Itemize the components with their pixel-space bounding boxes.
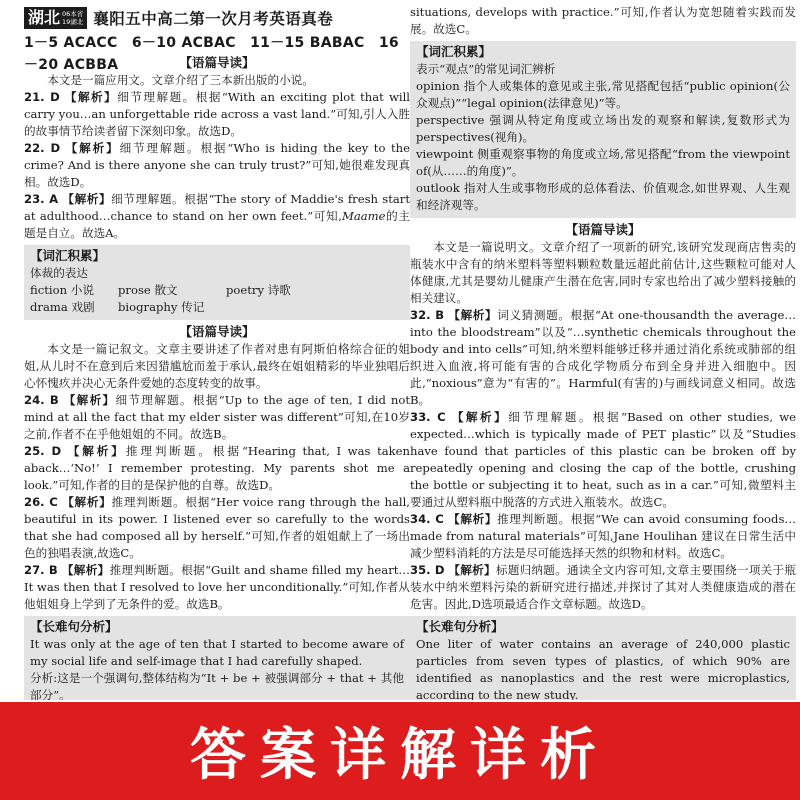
- question-number: 23. A: [24, 192, 59, 206]
- question-explanation: 细节理解题。根据“Who is hiding the key to the crime? And is there anyone she can truly trust?”可知,她很难发现真相。故选D。: [24, 141, 410, 189]
- question-number: 21. D: [24, 90, 60, 104]
- analysis-label: 【解析】: [448, 512, 498, 526]
- question-explanation: 词义猜测题。根据“At one-thousandth the average…into the bloodstream”以及“…synthetic chemicals throughout the body and into cells”可知,纳米塑料能够迁移并通过消化系统或肺部的组织进入血液,将可能有害的合成化学物质分布到全身并进入细胞中。因此,“noxious”意为“有害的”。Harmful(有害的)与画线词意义相同。故选B。: [410, 308, 796, 407]
- paper-title: 襄阳五中高二第一次月考英语真卷: [93, 10, 334, 28]
- question-explanation: 推理判断题。根据“Guilt and shame filled my heart…It was then that I resolved to love her unconditionally.”可知,作者从他姐姐身上学到了无条件的爱。故选B。: [24, 563, 410, 611]
- vocab-entry: opinion 指个人或集体的意见或主张,常见搭配包括“public opinion(公众观点)”“legal opinion(法律意见)”等。: [416, 79, 790, 110]
- vocab-entry: viewpoint 侧重观察事物的角度或立场,常见搭配“from the viewpoint of(从……的角度)”。: [416, 147, 790, 178]
- analysis-label: 【解析】: [61, 563, 110, 577]
- question-number: 34. C: [410, 512, 444, 526]
- vocabulary-grid: [30, 282, 404, 316]
- vocab-entry: perspective 强调从特定角度或立场出发的观察和解读,复数形式为 perspectives(视角)。: [416, 113, 790, 144]
- question-number: 26. C: [24, 495, 58, 509]
- sentence-english: It was only at the age of ten that I started to become aware of my social life and self-image that I had carefully shaped.: [30, 637, 404, 668]
- vocabulary-box: [410, 41, 796, 218]
- vocab-entry: outlook 指对人生或事物形成的总体看法、价值观念,如世界观、人生观和经济观等。: [416, 181, 790, 212]
- vocab-item: fiction 小说: [30, 283, 94, 297]
- vocab-item: drama 戏剧: [30, 300, 95, 314]
- question-25: [24, 443, 410, 494]
- question-number: 24. B: [24, 393, 59, 407]
- region-tag: [24, 7, 87, 29]
- box-title: 【长难句分析】: [416, 619, 504, 634]
- question-number: 25. D: [24, 444, 62, 458]
- continued-explanation: situations, develops with practice.”可知,作者认为宽恕随着实践而发展。故选C。: [410, 5, 796, 36]
- sentence-analysis-box: [410, 616, 796, 700]
- edition-line2: 19湖北: [62, 18, 84, 26]
- analysis-label: 【解析】: [448, 563, 496, 577]
- box-title: 【词汇积累】: [30, 248, 106, 263]
- question-33: [410, 409, 796, 511]
- sentence-english: One liter of water contains an average of 240,000 plastic particles from seven types of plastics, of which 90% are identified as nanoplastics and the rest were microplastics, according to the new study.: [416, 637, 790, 700]
- question-24: [24, 392, 410, 443]
- question-explanation: 细节理解题。根据“Based on other studies, we expected…which is typically made of PET plastic”以及“Studies have found that particles of this plastic can be broken off by repeatedly opening and closing the cap of the bottle, crushing the bottle or subjecting it to heat, such as in a car.”可知,微塑料主要通过从塑料瓶中脱落的方式进入瓶装水。故选C。: [410, 410, 796, 509]
- analysis-label: 【解析】: [62, 495, 112, 509]
- section-summary: 本文是一篇应用文。文章介绍了三本新出版的小说。: [47, 73, 314, 87]
- question-27: [24, 562, 410, 613]
- question-explanation: 细节理解题。根据“Up to the age of ten, I did not mind at all the fact that my elder sister was different”可知,在10岁之前,作者不在乎他姐姐的不同。故选B。: [24, 393, 410, 441]
- vocab-item: [226, 299, 346, 316]
- right-column: [410, 4, 796, 700]
- section-summary: 本文是一篇记叙文。文章主要讲述了作者对患有阿斯伯格综合征的姐姐,从儿时不在意到后来因猎尴尬而羞于承认,最终在姐姐精彩的毕业独唱后心怀愧疚并决心无条件爱她的态度转变的故事。: [24, 342, 410, 390]
- question-35: [410, 562, 796, 613]
- bottom-banner: [0, 702, 800, 800]
- question-explanation: 标题归纳题。通读全文内容可知,文章主要围绕一项关于瓶装水中纳米塑料污染的新研究进行描述,并探讨了其对人类健康造成的潜在危害。因此,D选项最适合作文章标题。故选D。: [410, 563, 796, 611]
- analysis-label: 【解析】: [64, 90, 118, 104]
- analysis-label: 【解析】: [65, 141, 120, 155]
- page-header: [24, 4, 410, 32]
- question-23: [24, 191, 410, 242]
- question-explanation: 细节理解题。根据“The story of Maddie's fresh start at adulthood…chance to stand on her own feet.”可知,: [24, 192, 410, 223]
- question-explanation: 推理判断题。根据“Her voice rang through the hall, beautiful in its power. I listened ever so carefully to the words that she had composed all by herself.”可知,作者的姐姐献上了一场出色的独唱表演,故选C。: [24, 495, 410, 560]
- edition-label: [62, 10, 83, 26]
- section-heading: 【语篇导读】: [179, 324, 255, 339]
- question-explanation: 细节理解题。根据“With an exciting plot that will carry you…an unforgettable ride across a vast land.”可知,引人入胜的故事情节给读者留下深刻印象。故选D。: [24, 90, 410, 138]
- left-column: [24, 4, 410, 700]
- question-32: [410, 307, 796, 409]
- question-number: 35. D: [410, 563, 445, 577]
- answer-key: 1－5 ACACC 6－10 ACBAC 11－15 BABAC 16－20 ACBBA: [24, 35, 399, 73]
- question-number: 32. B: [410, 308, 445, 322]
- question-22: [24, 140, 410, 191]
- question-explanation-end: 的主题是自立。故选A。: [24, 209, 410, 240]
- box-title: 【词汇积累】: [416, 44, 492, 59]
- box-subtitle: 体裁的表达: [30, 266, 88, 280]
- section-summary: 本文是一篇说明文。文章介绍了一项新的研究,该研究发现商店售卖的瓶装水中含有的纳米塑料等塑料颗粒数量远超此前估计,这些颗粒可能对人体健康,尤其是婴幼儿健康产生潜在危害,同时专家也给出了减少塑料接触的相关建议。: [410, 240, 796, 305]
- vocabulary-box: [24, 245, 410, 320]
- region-name: 湖北: [28, 8, 61, 27]
- question-34: [410, 511, 796, 562]
- question-21: [24, 89, 410, 140]
- book-title: Maame: [341, 209, 386, 223]
- sentence-analysis-box: [24, 616, 410, 700]
- vocab-item: prose 散文: [118, 283, 178, 297]
- question-number: 27. B: [24, 563, 58, 577]
- question-26: [24, 494, 410, 562]
- analysis-label: 【解析】: [67, 444, 126, 458]
- vocab-item: biography 传记: [118, 300, 205, 314]
- question-explanation: 推理判断题。根据“Hearing that, I was taken aback…‘No!’ I remember protesting. My parents shot me a look.”可知,作者的目的是保护他的自尊。故选D。: [24, 444, 410, 492]
- box-title: 【长难句分析】: [30, 619, 118, 634]
- question-number: 22. D: [24, 141, 61, 155]
- edition-line1: 06本省: [62, 10, 84, 18]
- vocab-item: poetry 诗歌: [226, 283, 291, 297]
- analysis-label: 【解析】: [448, 308, 498, 322]
- section-heading: 【语篇导读】: [565, 222, 641, 237]
- section-heading: 【语篇导读】: [179, 55, 255, 70]
- analysis-label: 【解析】: [62, 192, 112, 206]
- analysis-label: 【解析】: [63, 393, 116, 407]
- box-subtitle: 表示“观点”的常见词汇辨析: [416, 62, 556, 76]
- banner-title: 答案详解详析: [190, 723, 610, 788]
- sentence-analysis: 分析:这是一个强调句,整体结构为“It + be + 被强调部分 + that + 其他部分”。: [30, 671, 404, 700]
- analysis-label: 【解析】: [451, 410, 509, 424]
- question-number: 33. C: [410, 410, 446, 424]
- question-explanation: 推理判断题。根据“We can avoid consuming foods…made from natural materials”可知,Jane Houlihan 建议在日常生活中减少塑料消耗的方法是尽可能选择天然的织物和材料。故选C。: [410, 512, 796, 560]
